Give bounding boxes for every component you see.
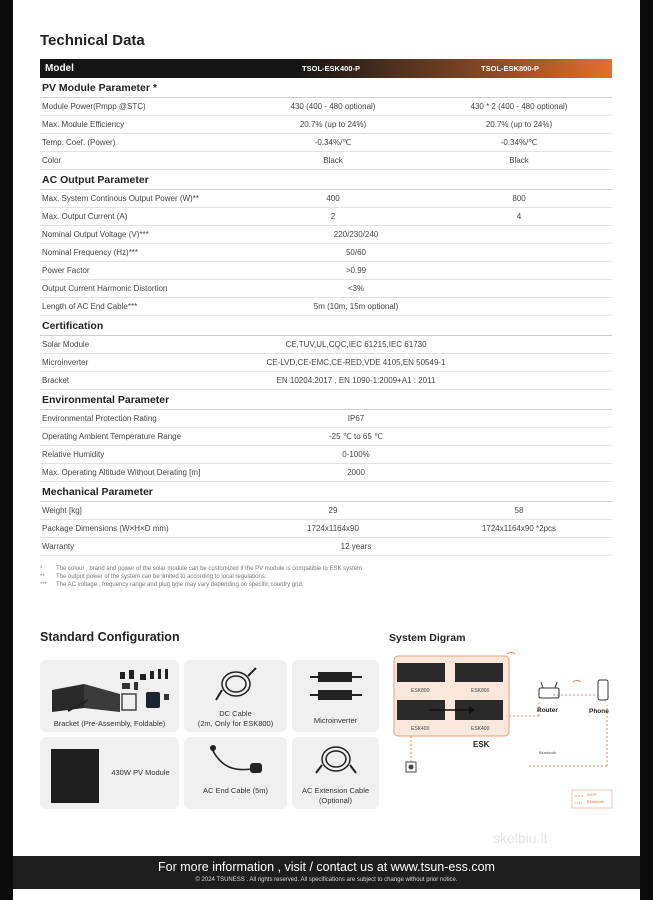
bracket-item <box>40 660 179 732</box>
table-row <box>40 354 612 372</box>
ac-extension-cable-caption: AC Extension Cable <box>301 786 370 795</box>
footer-copyright: © 2024 TSUNESS . All rights reserved. All specifications are subject to change without prior notice. <box>195 877 458 883</box>
row-label: Max. Output Current (A) <box>42 212 128 221</box>
ac-end-cable-item <box>184 737 287 809</box>
row-value-shared: EN 10204:2017 , EN 1090-1:2009+A1 : 2011 <box>276 376 436 385</box>
row-value-esk800: 1724x1164x90 *2pcs <box>481 524 557 533</box>
row-label: Relative Humidity <box>42 450 105 459</box>
footnote-text: The output power of the system can be limited to according to local regulations. <box>56 574 267 581</box>
footnote <box>40 581 364 589</box>
table-row <box>40 134 612 152</box>
row-label: Solar Module <box>42 340 90 349</box>
technical-data-table <box>40 59 612 556</box>
footnote <box>40 573 364 581</box>
table-row <box>40 464 612 482</box>
row-value-esk800: -0.34%/℃ <box>500 138 538 147</box>
table-row <box>40 446 612 464</box>
footnote-text: The colour , brand and power of the solar module can be customized if the PV module is compatible to ESK system. <box>56 566 364 572</box>
row-label: Nominal Output Voltage (V)*** <box>42 230 149 239</box>
router-label: Router <box>537 707 558 714</box>
microinverter-caption: Microinverter <box>313 716 358 725</box>
row-label: Module Power(Pmpp @STC) <box>42 102 146 111</box>
footnote <box>40 565 364 573</box>
row-value-esk400: Black <box>323 156 343 165</box>
model-esk800-header: TSOL-ESK800-P <box>481 64 539 73</box>
model-esk400-header: TSOL-ESK400-P <box>302 64 360 73</box>
table-row <box>40 298 612 316</box>
row-label: Max. System Continous Output Power (W)** <box>42 194 199 203</box>
section-title: Environmental Parameter <box>40 390 612 410</box>
row-value-esk400: -0.34%/℃ <box>314 138 352 147</box>
row-label: Length of AC End Cable*** <box>42 302 138 311</box>
bluetooth-label: Bluetooth <box>539 750 556 755</box>
table-row <box>40 428 612 446</box>
microinverter-icon <box>308 668 364 706</box>
row-value-shared: 0-100% <box>342 450 370 459</box>
footnote-mark: *** <box>40 582 48 589</box>
row-value-esk400: 29 <box>328 506 338 515</box>
footnote-text: The AC voltage , frequency range and plug type may vary depending on specific country grid. <box>56 582 304 589</box>
table-row <box>40 280 612 298</box>
row-label: Temp. Coef. (Power) <box>42 138 116 147</box>
ac-end-cable-icon <box>208 743 264 779</box>
legend-wifi: Wi-Fi <box>587 792 597 797</box>
row-value-esk800: 4 <box>516 212 522 221</box>
esk800-label-left: ESK800 <box>411 688 430 694</box>
row-value-esk800: Black <box>509 156 529 165</box>
table-row <box>40 116 612 134</box>
row-label: Output Current Harmonic Distortion <box>42 284 168 293</box>
dc-cable-icon <box>214 666 258 702</box>
standard-configuration-title: Standard Configuration <box>40 630 180 644</box>
row-value-shared: >0.99 <box>345 266 367 275</box>
row-label: Color <box>42 156 62 165</box>
dc-cable-note: (2m, Only for ESK800) <box>197 719 274 728</box>
esk400-label-right: ESK400 <box>471 726 490 732</box>
table-row <box>40 520 612 538</box>
table-row <box>40 208 612 226</box>
row-value-shared: 2000 <box>347 468 365 477</box>
row-value-esk800: 58 <box>514 506 524 515</box>
row-value-esk800: 800 <box>512 194 526 203</box>
ac-end-cable-caption: AC End Cable (5m) <box>202 786 269 795</box>
row-value-shared: CE-LVD,CE-EMC,CE-RED,VDE 4105,EN 50549-1 <box>266 358 446 367</box>
row-label: Environmental Protection Rating <box>42 414 157 423</box>
row-label: Weight [kg] <box>42 506 82 515</box>
row-value-shared: 12 years <box>340 542 372 551</box>
bracket-caption: Bracket (Pre-Assembly, Foldable) <box>53 719 166 728</box>
system-diagram-title: System Digram <box>389 632 466 644</box>
row-value-shared: 50/60 <box>345 248 367 257</box>
table-row <box>40 190 612 208</box>
row-value-esk400: 1724x1164x90 <box>307 524 359 533</box>
footer-info: For more information , visit / contact us at www.tsun-ess.com <box>158 860 495 874</box>
row-label: Warranty <box>42 542 75 551</box>
table-row <box>40 538 612 556</box>
pv-module-icon <box>51 749 99 803</box>
row-value-esk800: 430 * 2 (400 - 480 optional) <box>470 102 568 111</box>
row-label: Nominal Frequency (Hz)*** <box>42 248 139 257</box>
model-header-row <box>40 59 612 78</box>
footer <box>13 856 640 889</box>
row-label: Microinverter <box>42 358 89 367</box>
row-value-shared: -25 ℃ to 65 ℃ <box>329 432 383 441</box>
footnote-mark: ** <box>40 574 45 581</box>
row-value-shared: 5m (10m, 15m optional) <box>313 302 399 311</box>
table-row <box>40 372 612 390</box>
model-header-label: Model <box>45 63 74 74</box>
pv-module-caption: 430W PV Module <box>111 768 170 777</box>
row-value-esk400: 2 <box>330 212 336 221</box>
legend-bluetooth: Bluetooth <box>587 799 604 804</box>
row-value-esk800: 20.7% (up to 24%) <box>485 120 553 129</box>
table-row <box>40 244 612 262</box>
ac-extension-cable-note: (Optional) <box>319 796 352 805</box>
section-title: Mechanical Parameter <box>40 482 612 502</box>
section-title: AC Output Parameter <box>40 170 612 190</box>
row-value-shared: 220/230/240 <box>333 230 379 239</box>
ac-extension-cable-item <box>292 737 379 809</box>
spec-sheet-page <box>13 0 640 900</box>
row-label: Bracket <box>42 376 70 385</box>
table-row <box>40 98 612 116</box>
footnote-mark: * <box>40 566 43 572</box>
row-value-esk400: 20.7% (up to 24%) <box>299 120 367 129</box>
microinverter-item <box>292 660 379 732</box>
table-row <box>40 336 612 354</box>
system-diagram <box>389 650 619 810</box>
phone-label: Phone <box>589 708 609 715</box>
row-label: Operating Ambient Temperature Range <box>42 432 182 441</box>
dc-cable-item <box>184 660 287 732</box>
table-row <box>40 502 612 520</box>
row-label: Power Factor <box>42 266 90 275</box>
row-label: Max. Module Efficiency <box>42 120 125 129</box>
row-label: Max. Operating Altitude Without Derating [m] <box>42 468 201 477</box>
row-value-esk400: 430 (400 - 480 optional) <box>290 102 376 111</box>
table-row <box>40 226 612 244</box>
ac-extension-cable-icon <box>314 741 358 777</box>
dc-cable-caption: DC Cable <box>219 709 252 718</box>
table-row <box>40 262 612 280</box>
row-label: Package Dimensions (W×H×D mm) <box>42 524 169 533</box>
watermark: skelbiu.lt <box>493 830 548 846</box>
row-value-esk400: 400 <box>326 194 340 203</box>
esk400-label-left: ESK400 <box>411 726 430 732</box>
bracket-icon <box>48 664 172 714</box>
row-value-shared: <3% <box>347 284 365 293</box>
table-row <box>40 152 612 170</box>
section-title: Certification <box>40 316 612 336</box>
footnotes <box>40 565 364 590</box>
esk-label: ESK <box>473 740 490 749</box>
pv-module-item <box>40 737 179 809</box>
table-row <box>40 410 612 428</box>
row-value-shared: IP67 <box>347 414 365 423</box>
section-title: PV Module Parameter * <box>40 78 612 98</box>
page-title: Technical Data <box>40 32 145 49</box>
row-value-shared: CE,TUV,UL,CQC,IEC 61215,IEC 61730 <box>285 340 427 349</box>
esk800-label-right: ESK800 <box>471 688 490 694</box>
